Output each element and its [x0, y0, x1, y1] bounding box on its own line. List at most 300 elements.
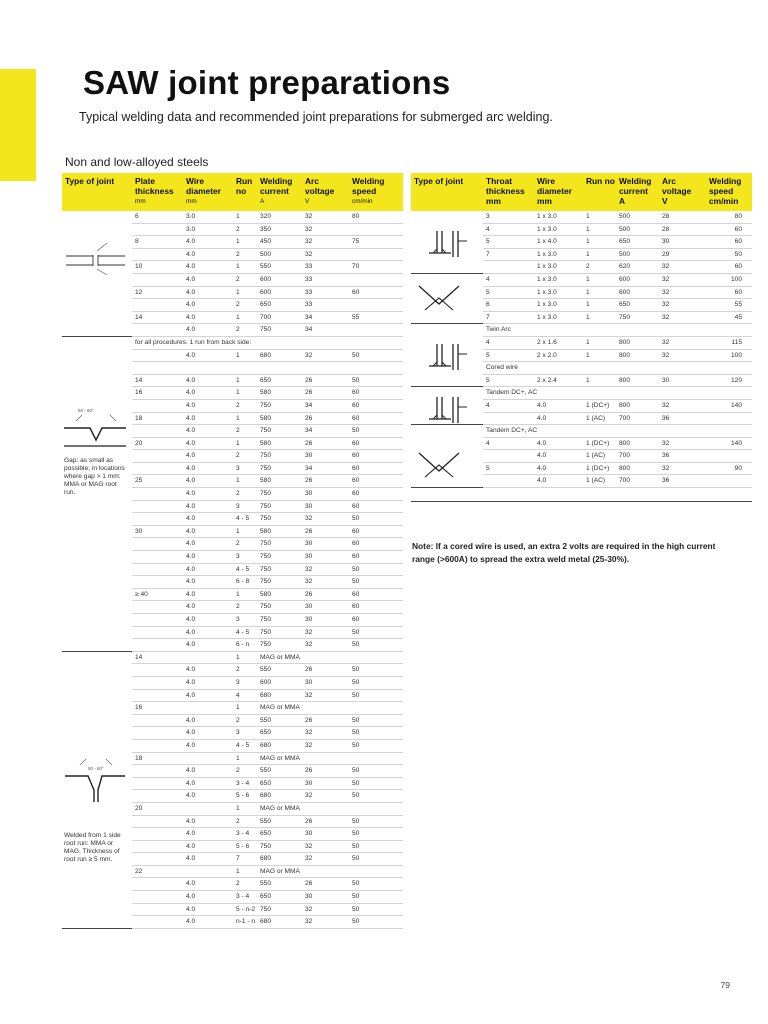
table-cell — [349, 652, 403, 665]
table-cell: 4 — [483, 274, 534, 287]
table-cell: 55 — [349, 312, 403, 325]
table-cell: 26 — [302, 664, 349, 677]
table-cell: 1 — [233, 866, 257, 879]
table-cell — [132, 778, 183, 791]
table-cell: 580 — [257, 589, 302, 602]
table-cell: 5 — [483, 375, 534, 388]
table-cell: 50 — [349, 350, 403, 363]
table-cell: 4.0 — [534, 413, 583, 426]
table-cell: 30 — [659, 236, 706, 249]
table-cell — [483, 450, 534, 463]
table-cell — [233, 362, 257, 375]
table-cell — [132, 564, 183, 577]
table-cell: 16 — [132, 387, 183, 400]
table-cell: 1 — [233, 387, 257, 400]
table-cell: 30 — [302, 778, 349, 791]
table-cell: 750 — [616, 312, 659, 325]
table-cell: 750 — [257, 488, 302, 501]
table-cell: 2 — [233, 538, 257, 551]
table-cell — [483, 261, 534, 274]
table-cell: MAG or MMA — [257, 803, 302, 816]
table-note-row: Cored wire — [483, 362, 752, 375]
table-cell — [132, 350, 183, 363]
table-cell — [132, 853, 183, 866]
table-cell: 26 — [302, 413, 349, 426]
table-cell: 34 — [302, 400, 349, 413]
table-cell: 4.0 — [183, 312, 233, 325]
table-cell: 30 — [302, 488, 349, 501]
table-cell: 1 — [583, 350, 616, 363]
table-cell: 4.0 — [183, 576, 233, 589]
table-cell: 4.0 — [183, 249, 233, 262]
fillet-joint-icon — [411, 217, 481, 267]
joint-type-cell — [411, 324, 483, 387]
table-cell — [349, 274, 403, 287]
table-cell: 33 — [302, 287, 349, 300]
table-cell: 3 - 4 — [233, 778, 257, 791]
table-cell: 50 — [349, 576, 403, 589]
table-cell: 580 — [257, 387, 302, 400]
table-cell: 700 — [257, 312, 302, 325]
table-cell: 2 — [233, 425, 257, 438]
table-cell — [132, 249, 183, 262]
column-header-label: Throat thickness — [486, 176, 525, 196]
table-cell: 4.0 — [183, 614, 233, 627]
table-cell: 550 — [257, 765, 302, 778]
table-cell: 100 — [706, 350, 752, 363]
table-cell: 32 — [302, 853, 349, 866]
table-cell: 2 — [233, 274, 257, 287]
table-cell: 20 — [132, 438, 183, 451]
table-cell: 750 — [257, 904, 302, 917]
table-cell — [183, 753, 233, 766]
table-cell: 2 x 1.6 — [534, 337, 583, 350]
table-cell: 800 — [616, 438, 659, 451]
table-cell — [302, 652, 349, 665]
table-cell — [132, 916, 183, 929]
table-cell: 2 — [233, 299, 257, 312]
column-header-unit: mm — [135, 198, 146, 205]
table-cell — [132, 274, 183, 287]
table-cell: 50 — [349, 765, 403, 778]
table-cell: 580 — [257, 526, 302, 539]
table-cell: 4.0 — [183, 601, 233, 614]
table-cell: 2 — [233, 601, 257, 614]
table-cell: 26 — [302, 375, 349, 388]
table-cell: 60 — [349, 387, 403, 400]
table-cell: 4 - 5 — [233, 564, 257, 577]
column-header-label: Arc voltage — [662, 176, 692, 196]
table-cell: 1 — [233, 287, 257, 300]
table-cell: 34 — [302, 324, 349, 337]
table-cell: 50 — [349, 904, 403, 917]
table-cell: 4.0 — [183, 475, 233, 488]
table-cell: 1 x 3.0 — [534, 249, 583, 262]
table-cell — [257, 362, 302, 375]
table-cell — [132, 551, 183, 564]
table-cell: 32 — [302, 564, 349, 577]
table-cell: 1 (AC) — [583, 475, 616, 488]
table-cell — [132, 790, 183, 803]
table-cell: 5 — [483, 463, 534, 476]
table-cell — [302, 866, 349, 879]
table-cell: 650 — [257, 891, 302, 904]
table-cell: 600 — [257, 677, 302, 690]
joint-caption: Gap: as small as possible; in locations where gap > 1 mm: MMA or MAG root run. — [64, 456, 125, 496]
table-cell: 1 — [583, 337, 616, 350]
table-cell — [132, 488, 183, 501]
table-cell: 4 — [233, 690, 257, 703]
table-cell: 50 — [349, 816, 403, 829]
table-cell: 600 — [616, 287, 659, 300]
table-cell: 60 — [706, 224, 752, 237]
table-cell: 5 — [483, 287, 534, 300]
table-cell: 1 — [233, 413, 257, 426]
table-cell: 650 — [257, 778, 302, 791]
table-cell: 29 — [659, 249, 706, 262]
table-cell — [349, 702, 403, 715]
table-cell: 1 — [233, 312, 257, 325]
table-cell: 500 — [616, 224, 659, 237]
column-header-label: Wire diameter — [186, 176, 221, 196]
table-cell: 33 — [302, 299, 349, 312]
table-cell: 1 (DC+) — [583, 463, 616, 476]
table-cell: 4 - 5 — [233, 740, 257, 753]
column-header-unit: A — [619, 196, 626, 206]
table-cell: 800 — [616, 400, 659, 413]
column-header-unit: A — [260, 198, 265, 205]
table-cell: 60 — [349, 551, 403, 564]
table-cell — [132, 639, 183, 652]
table-cell — [349, 224, 403, 237]
table-cell: 1 — [583, 312, 616, 325]
cored-wire-note: Note: If a cored wire is used, an extra 2 volts are required in the high current range (>600A) to spread the extra weld metal (25-30%). — [412, 541, 716, 564]
table-cell: 2 x 2.4 — [534, 375, 583, 388]
table-cell: 4 — [483, 224, 534, 237]
table-cell: 60 — [349, 538, 403, 551]
table-cell: 18 — [132, 413, 183, 426]
table-cell — [349, 866, 403, 879]
table-cell: 50 — [706, 249, 752, 262]
table-cell: 4.0 — [183, 589, 233, 602]
column-header — [233, 173, 257, 211]
table-cell — [132, 450, 183, 463]
table-cell: 20 — [132, 803, 183, 816]
table-cell: 50 — [349, 690, 403, 703]
table-cell: 4.0 — [183, 664, 233, 677]
table-cell: 80 — [349, 211, 403, 224]
column-header-unit: cm/min — [352, 198, 373, 205]
table-cell: 140 — [706, 400, 752, 413]
table-cell: 50 — [349, 425, 403, 438]
table-cell: 30 — [302, 677, 349, 690]
lap-fillet-joint-icon — [411, 276, 481, 326]
table-note-row: Tandem DC+, AC — [483, 425, 752, 438]
table-cell: 2 — [233, 816, 257, 829]
table-cell — [132, 841, 183, 854]
table-cell: 60 — [349, 475, 403, 488]
table-cell: 750 — [257, 538, 302, 551]
table-cell: 28 — [659, 211, 706, 224]
table-cell: 1 x 3.0 — [534, 211, 583, 224]
table-cell: 750 — [257, 564, 302, 577]
table-cell: 26 — [302, 475, 349, 488]
table-cell: 4.0 — [534, 450, 583, 463]
table-cell: 50 — [349, 828, 403, 841]
column-header — [583, 173, 616, 211]
table-cell: 800 — [616, 463, 659, 476]
table-cell: 100 — [706, 274, 752, 287]
table-cell — [302, 803, 349, 816]
table-cell: 350 — [257, 224, 302, 237]
joint-type-cell — [62, 652, 132, 929]
page-title: SAW joint preparations — [83, 64, 451, 101]
table-cell: 50 — [349, 841, 403, 854]
table-cell: 2 — [233, 224, 257, 237]
table-cell: 1 — [583, 211, 616, 224]
table-cell: 1 (AC) — [583, 450, 616, 463]
table-cell: 50 — [349, 778, 403, 791]
table-cell — [132, 614, 183, 627]
table-cell: 1 x 3.0 — [534, 274, 583, 287]
table-cell: 650 — [257, 299, 302, 312]
table-cell: 55 — [706, 299, 752, 312]
table-cell — [483, 413, 534, 426]
table-cell: 4.0 — [183, 690, 233, 703]
table-cell: 1 — [233, 702, 257, 715]
table-cell: 1 (DC+) — [583, 438, 616, 451]
table-cell — [132, 425, 183, 438]
table-cell: 6 - n — [233, 639, 257, 652]
table-cell: 500 — [257, 249, 302, 262]
table-cell: 4.0 — [183, 627, 233, 640]
table-cell: 26 — [302, 816, 349, 829]
table-cell — [706, 413, 752, 426]
table-cell: 550 — [257, 816, 302, 829]
table-cell: 680 — [257, 790, 302, 803]
table-cell: 4 — [483, 337, 534, 350]
column-header — [483, 173, 534, 211]
table-cell — [349, 362, 403, 375]
twin-arc-fillet-joint-icon — [411, 330, 481, 380]
page-subtitle: Typical welding data and recommended joint preparations for submerged arc welding. — [79, 110, 553, 124]
column-header-unit: V — [662, 196, 668, 206]
table-cell: 750 — [257, 601, 302, 614]
table-cell: 33 — [302, 261, 349, 274]
table-cell: 4.0 — [183, 324, 233, 337]
right-welding-table — [411, 173, 752, 502]
table-cell: 34 — [302, 425, 349, 438]
table-cell: 32 — [302, 727, 349, 740]
table-cell: 32 — [302, 249, 349, 262]
table-cell: 50 — [349, 891, 403, 904]
table-cell: 4.0 — [183, 790, 233, 803]
table-cell: 750 — [257, 501, 302, 514]
table-cell: 7 — [483, 249, 534, 262]
column-header-unit: mm — [186, 198, 197, 205]
table-cell: 650 — [616, 299, 659, 312]
table-cell: 50 — [349, 513, 403, 526]
table-cell — [132, 727, 183, 740]
table-cell: 1 (AC) — [583, 413, 616, 426]
table-cell: 750 — [257, 639, 302, 652]
table-cell: 36 — [659, 413, 706, 426]
table-cell: 1 x 3.0 — [534, 287, 583, 300]
table-cell: 16 — [132, 702, 183, 715]
table-cell: 26 — [302, 438, 349, 451]
table-cell: n-1 - n — [233, 916, 257, 929]
svg-text:50 - 60°: 50 - 60° — [88, 765, 104, 771]
table-cell: 3 — [233, 727, 257, 740]
table-cell: 32 — [659, 463, 706, 476]
column-header — [534, 173, 583, 211]
table-cell: 650 — [257, 828, 302, 841]
table-cell: 3 — [233, 677, 257, 690]
table-cell: 60 — [706, 236, 752, 249]
table-cell: 140 — [706, 438, 752, 451]
table-cell: 30 — [302, 450, 349, 463]
table-cell: 50 — [349, 375, 403, 388]
column-header — [411, 173, 483, 211]
table-cell: 750 — [257, 400, 302, 413]
table-cell: 1 — [583, 287, 616, 300]
table-cell — [349, 324, 403, 337]
table-cell: 1 x 3.0 — [534, 312, 583, 325]
joint-type-cell — [62, 211, 132, 337]
column-header-unit: mm — [486, 196, 501, 206]
table-cell — [183, 362, 233, 375]
table-cell: MAG or MMA — [257, 652, 302, 665]
table-cell: 32 — [659, 350, 706, 363]
table-cell: 60 — [349, 450, 403, 463]
table-cell: 1 — [583, 299, 616, 312]
table-cell: 4.0 — [183, 425, 233, 438]
table-cell: 75 — [349, 236, 403, 249]
table-cell: 1 — [233, 803, 257, 816]
column-header — [616, 173, 659, 211]
column-header-label: Wire diameter — [537, 176, 572, 196]
table-cell: 1 — [233, 261, 257, 274]
table-cell: 7 — [233, 853, 257, 866]
table-cell: 750 — [257, 324, 302, 337]
square-butt-joint-icon — [62, 211, 130, 337]
column-header-label: Run no — [236, 176, 253, 196]
table-cell — [349, 803, 403, 816]
table-cell: 1 — [583, 274, 616, 287]
table-cell — [132, 677, 183, 690]
table-cell: MAG or MMA — [257, 753, 302, 766]
table-cell: 4.0 — [183, 501, 233, 514]
table-cell — [132, 513, 183, 526]
table-cell: 800 — [616, 375, 659, 388]
table-cell: 600 — [616, 274, 659, 287]
table-cell: 1 — [583, 375, 616, 388]
table-cell — [183, 652, 233, 665]
table-note-row: Tandem DC+, AC — [483, 387, 752, 400]
table-cell: 32 — [659, 400, 706, 413]
table-cell: 32 — [302, 627, 349, 640]
table-cell: 580 — [257, 413, 302, 426]
table-cell: 50 — [349, 853, 403, 866]
table-cell: 2 — [233, 488, 257, 501]
v-groove-root-run-joint-icon — [62, 652, 130, 822]
table-cell: 750 — [257, 614, 302, 627]
table-cell: 750 — [257, 627, 302, 640]
table-cell — [132, 299, 183, 312]
column-header-label: Welding speed — [709, 176, 742, 196]
table-cell: 550 — [257, 261, 302, 274]
table-cell — [349, 753, 403, 766]
table-cell: 550 — [257, 664, 302, 677]
table-cell: 1 — [583, 236, 616, 249]
table-cell: 32 — [302, 740, 349, 753]
table-cell: 2 — [233, 324, 257, 337]
table-cell: 4.0 — [183, 904, 233, 917]
table-cell: 30 — [302, 501, 349, 514]
table-cell: 700 — [616, 475, 659, 488]
table-cell: 1 — [583, 249, 616, 262]
table-cell: 50 — [349, 916, 403, 929]
table-cell: 4.0 — [183, 413, 233, 426]
table-cell: 30 — [302, 614, 349, 627]
table-cell: 1 — [233, 475, 257, 488]
table-cell: 1 — [233, 350, 257, 363]
table-cell: 60 — [349, 463, 403, 476]
table-cell: 30 — [302, 551, 349, 564]
table-cell — [302, 702, 349, 715]
table-cell: 1 — [233, 589, 257, 602]
table-cell: 60 — [349, 438, 403, 451]
table-cell: 550 — [257, 878, 302, 891]
table-cell: 4.0 — [183, 513, 233, 526]
table-cell: 32 — [302, 639, 349, 652]
table-cell: 18 — [132, 753, 183, 766]
table-cell: 32 — [302, 224, 349, 237]
joint-type-cell — [411, 387, 483, 425]
table-cell: 45 — [706, 312, 752, 325]
table-cell: 32 — [302, 790, 349, 803]
table-cell: 7 — [483, 312, 534, 325]
table-cell: 3 — [233, 551, 257, 564]
table-cell: 800 — [616, 350, 659, 363]
table-cell: 1 x 3.0 — [534, 299, 583, 312]
table-cell: 550 — [257, 715, 302, 728]
table-cell: 4 — [483, 438, 534, 451]
table-cell: 32 — [659, 438, 706, 451]
table-cell — [132, 690, 183, 703]
table-cell: 4.0 — [183, 400, 233, 413]
table-cell: 1 — [233, 236, 257, 249]
table-cell: 450 — [257, 236, 302, 249]
table-cell: 1 (DC+) — [583, 400, 616, 413]
table-cell: 600 — [257, 287, 302, 300]
table-cell — [183, 702, 233, 715]
section-heading: Non and low-alloyed steels — [65, 155, 209, 169]
table-cell: 320 — [257, 211, 302, 224]
joint-type-cell — [411, 274, 483, 324]
table-cell: 4.0 — [183, 261, 233, 274]
table-cell: 4.0 — [534, 475, 583, 488]
table-cell: 2 — [233, 450, 257, 463]
table-cell: 2 — [233, 878, 257, 891]
table-cell: 680 — [257, 853, 302, 866]
table-cell: 32 — [659, 287, 706, 300]
table-cell: 30 — [132, 526, 183, 539]
table-cell: 680 — [257, 740, 302, 753]
table-cell: 2 — [233, 715, 257, 728]
table-cell: 1 — [233, 526, 257, 539]
table-cell: 1 x 3.0 — [534, 261, 583, 274]
